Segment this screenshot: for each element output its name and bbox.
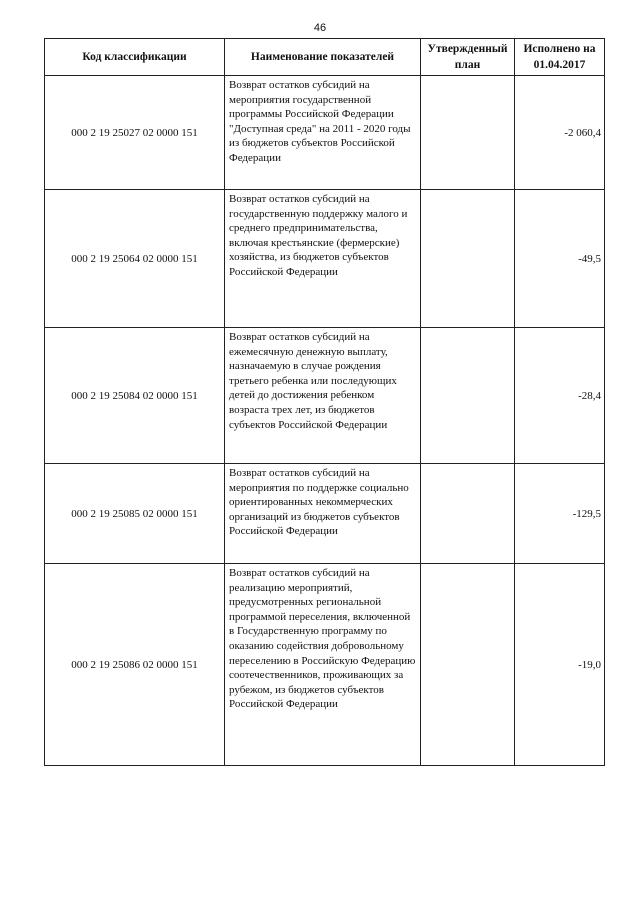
row-plan (421, 76, 515, 190)
row-plan (421, 328, 515, 464)
row-done: -28,4 (515, 328, 605, 464)
row-code: 000 2 19 25085 02 0000 151 (45, 464, 225, 564)
row-plan (421, 190, 515, 328)
row-done: -2 060,4 (515, 76, 605, 190)
row-name: Возврат остатков субсидий на мероприятия государственной программы Российской Федерации "Доступная среда" на 2011 - 2020 годы из бюджетов субъектов Российской Федерации (225, 76, 421, 190)
header-name: Наименование показателей (225, 39, 421, 76)
row-name: Возврат остатков субсидий на мероприятия по поддержке социально ориентированных некоммерческих организаций из бюджетов субъектов Российской Федерации (225, 464, 421, 564)
row-code: 000 2 19 25027 02 0000 151 (45, 76, 225, 190)
row-done: -19,0 (515, 564, 605, 766)
budget-table (44, 38, 605, 766)
header-done: Исполнено на 01.04.2017 (515, 39, 605, 76)
row-done: -49,5 (515, 190, 605, 328)
row-name: Возврат остатков субсидий на ежемесячную денежную выплату, назначаемую в случае рождения третьего ребенка или последующих детей до достижения ребенком возраста трех лет, из бюджетов субъектов Российской Федерации (225, 328, 421, 464)
table-row (45, 328, 605, 464)
table-row (45, 464, 605, 564)
row-done: -129,5 (515, 464, 605, 564)
header-row (45, 39, 605, 76)
table-row (45, 564, 605, 766)
header-plan: Утвержденный план (421, 39, 515, 76)
row-name: Возврат остатков субсидий на реализацию мероприятий, предусмотренных региональной программой переселения, включенной в Государственную программу по оказанию содействия добровольному переселению в Российскую Федерацию соотечественников, проживающих за рубежом, из бюджетов субъектов Российской Федерации (225, 564, 421, 766)
row-plan (421, 464, 515, 564)
row-code: 000 2 19 25086 02 0000 151 (45, 564, 225, 766)
page-number: 46 (313, 22, 327, 34)
row-name: Возврат остатков субсидий на государственную поддержку малого и среднего предпринимательства, включая крестьянские (фермерские) хозяйства, из бюджетов субъектов Российской Федерации (225, 190, 421, 328)
row-plan (421, 564, 515, 766)
row-code: 000 2 19 25064 02 0000 151 (45, 190, 225, 328)
row-code: 000 2 19 25084 02 0000 151 (45, 328, 225, 464)
table-row (45, 76, 605, 190)
table-row (45, 190, 605, 328)
header-code: Код классификации (45, 39, 225, 76)
